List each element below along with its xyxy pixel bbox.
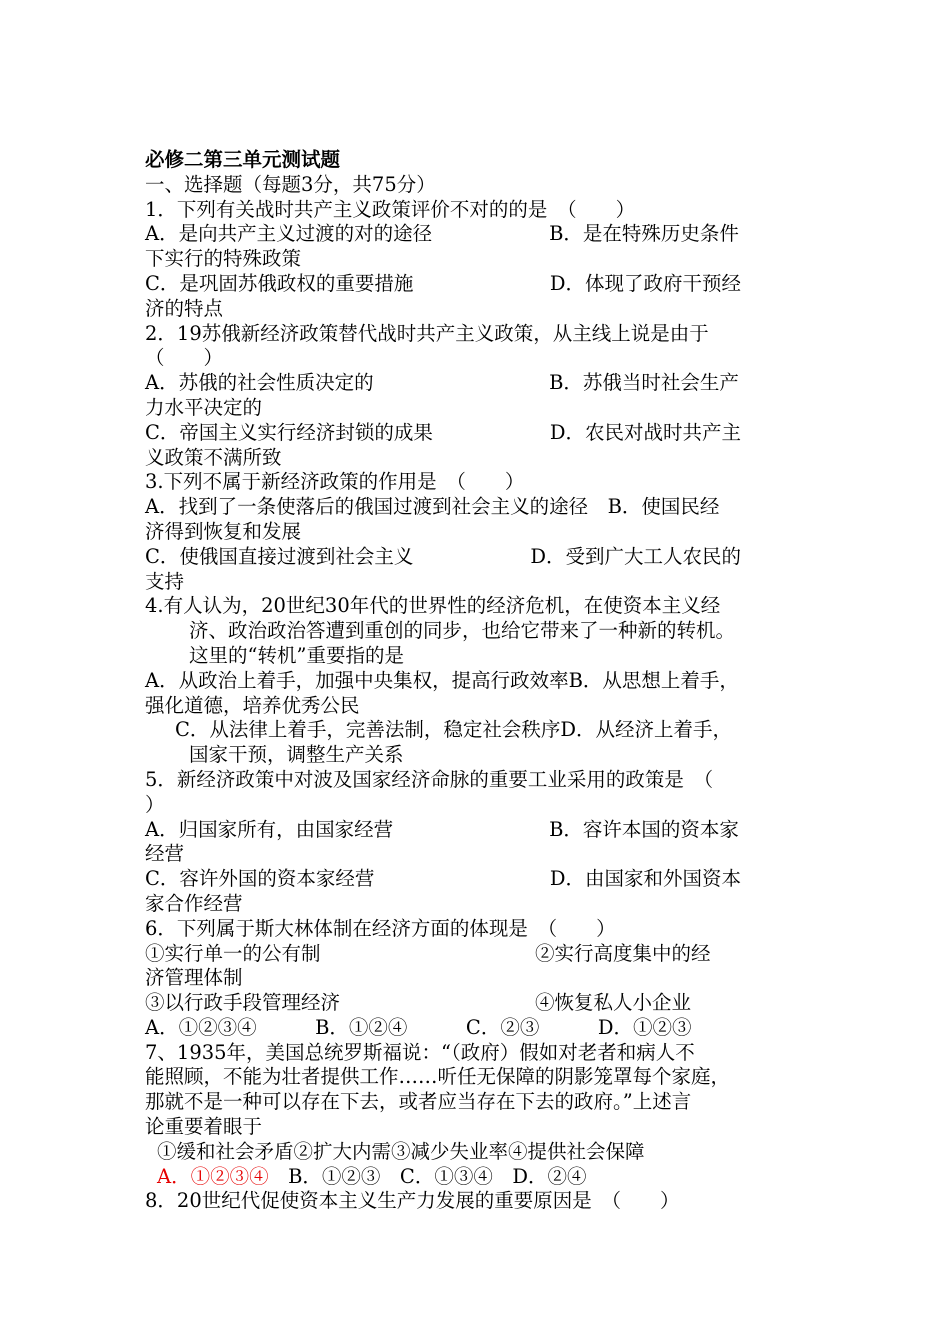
text-line: C．容许外国的资本家经营 D．由国家和外国资本 (145, 867, 742, 891)
text-line: 论重要着眼于 (145, 1115, 263, 1139)
text-line: 这里的“转机”重要指的是 (189, 643, 404, 667)
text-line: ①实行单一的公有制 ②实行高度集中的经 (145, 941, 711, 965)
text-line: 济管理体制 (145, 966, 243, 990)
text-line: A．苏俄的社会性质决定的 B．苏俄当时社会生产 (145, 371, 739, 395)
text-line: A．是向共产主义过渡的对的途径 B．是在特殊历史条件 (145, 222, 739, 246)
document-title: 必修二第三单元测试题 (145, 148, 341, 171)
text-line: 7、1935年，美国总统罗斯福说：“（政府）假如对老者和病人不 (145, 1040, 695, 1064)
text-line: A．归国家所有，由国家经营 B．容许本国的资本家 (145, 817, 739, 841)
text-line: ） (145, 792, 165, 816)
text-line: A．从政治上着手，加强中央集权，提高行政效率B．从思想上着手， (145, 668, 739, 692)
q7-options (145, 1165, 813, 1190)
text-line: 济得到恢复和发展 (145, 519, 302, 543)
text-line: 支持 (145, 569, 185, 593)
text-line: A．①②③④ B．①②④ C．②③ D．①②③ (145, 1015, 692, 1039)
text-line: 济、政治政治答遭到重创的同步，也给它带来了一种新的转机。 (189, 619, 736, 643)
text-line: 1．下列有关战时共产主义政策评价不对的的是 （ ） (145, 197, 636, 221)
text-line: 国家干预，调整生产关系 (189, 743, 404, 767)
q7-other-options: B．①②③ C．①③④ D．②④ (268, 1164, 587, 1188)
text-line: 济的特点 (145, 296, 224, 320)
text-line: 5．新经济政策中对波及国家经济命脉的重要工业采用的政策是 （ (145, 767, 714, 791)
question-8: 8．20世纪代促使资本主义生产力发展的重要原因是 （ ） (145, 1189, 680, 1213)
text-line: 4.有人认为，20世纪30年代的世界性的经济危机，在使资本主义经 (145, 594, 721, 618)
text-line: 经营 (145, 842, 185, 866)
text-line: 能照顾，不能为壮者提供工作……听任无保障的阴影笼罩每个家庭， (145, 1065, 731, 1089)
question-lines (145, 198, 813, 1165)
text-line: ①缓和社会矛盾②扩大内需③减少失业率④提供社会保障 (157, 1139, 645, 1163)
text-line: C．是巩固苏俄政权的重要措施 D．体现了政府干预经 (145, 271, 742, 295)
text-line: C．使俄国直接过渡到社会主义 D．受到广大工人农民的 (145, 544, 742, 568)
text-line: 力水平决定的 (145, 395, 263, 419)
text-line: 下实行的特殊政策 (145, 247, 302, 271)
text-line: C．从法律上着手，完善法制，稳定社会秩序D．从经济上着手， (175, 718, 733, 742)
text-line: A．找到了一条使落后的俄国过渡到社会主义的途径 B．使国民经 (145, 495, 720, 519)
text-line: 6．下列属于斯大林体制在经济方面的体现是 （ ） (145, 916, 616, 940)
text-line: 强化道德，培养优秀公民 (145, 693, 360, 717)
document-page (145, 148, 813, 1214)
text-line: 义政策不满所致 (145, 445, 282, 469)
text-line: C．帝国主义实行经济封锁的成果 D．农民对战时共产主 (145, 420, 742, 444)
section-heading: 一、选择题（每题3分，共75分） (145, 172, 436, 196)
text-line: （ ） (145, 346, 224, 370)
text-line: 3.下列不属于新经济政策的作用是 （ ） (145, 470, 525, 494)
text-line: 2．19苏俄新经济政策替代战时共产主义政策，从主线上说是由于 (145, 321, 709, 345)
text-line: 家合作经营 (145, 891, 243, 915)
text-line: ③以行政手段管理经济 ④恢复私人小企业 (145, 991, 692, 1015)
text-line: 那就不是一种可以存在下去，或者应当存在下去的政府。”上述言 (145, 1090, 692, 1114)
q7-answer-option-a: A．①②③④ (157, 1164, 269, 1188)
